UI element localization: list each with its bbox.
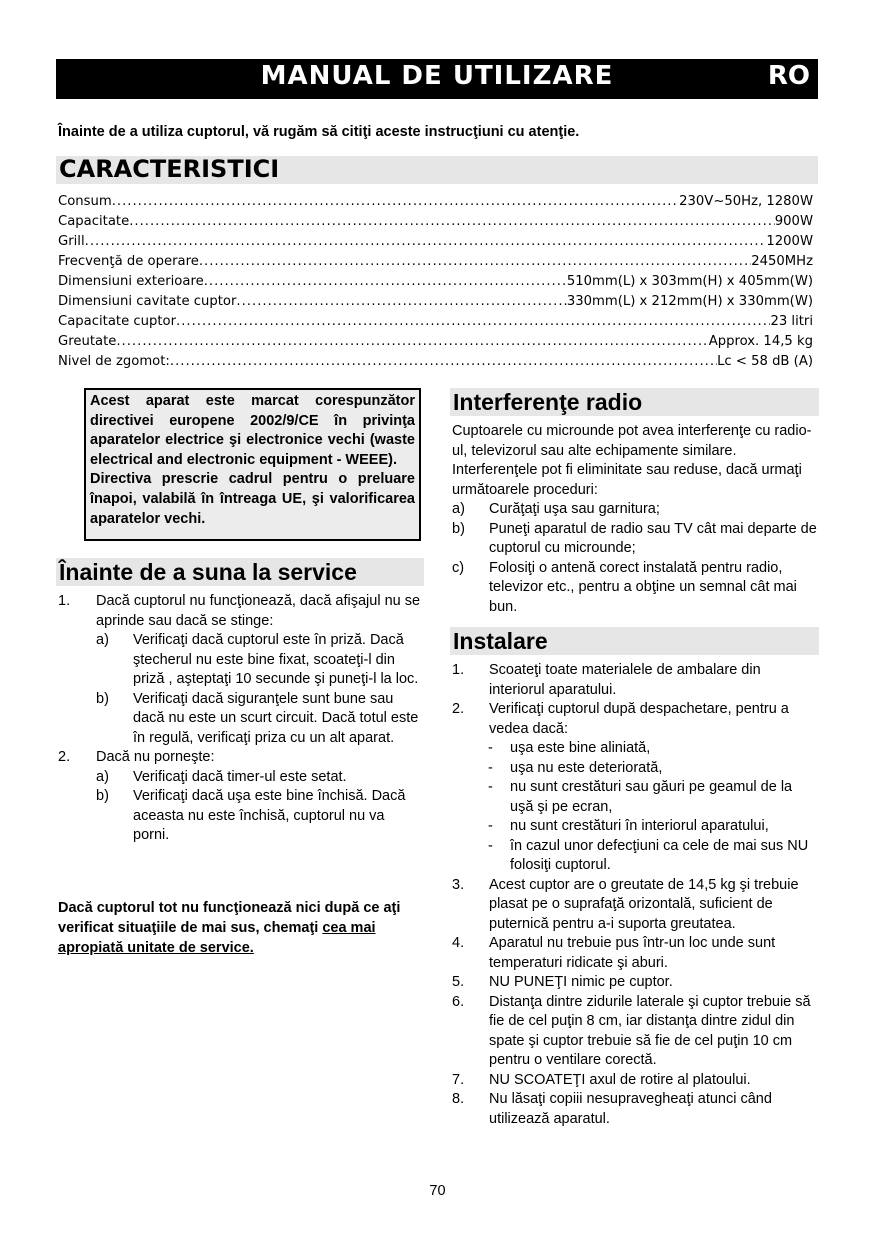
list-text: Puneţi aparatul de radio sau TV cât mai departe de cuptorul cu microunde; (489, 520, 817, 556)
list-text: Acest cuptor are o greutate de 14,5 kg şi trebuie plasat pe o suprafaţă orizontală, suficient de puternică pentru a-i suporta greutatea. (489, 876, 799, 932)
spec-label: Nivel de zgomot: (58, 354, 170, 369)
install-list (452, 661, 818, 1129)
spec-list (58, 192, 813, 372)
list-item (452, 520, 818, 559)
language-code: RO (767, 61, 810, 91)
radio-heading-bar (450, 388, 819, 416)
sub-item (488, 837, 818, 876)
sub-marker: b) (96, 690, 109, 707)
sub-text: nu sunt crestături sau găuri pe geamul de la uşă şi pe ecran, (510, 779, 793, 815)
sub-marker: a) (96, 632, 109, 648)
sub-item (96, 631, 422, 690)
list-text: NU PUNEŢI nimic pe cuptor. (489, 974, 673, 990)
list-item (452, 1071, 818, 1091)
list-item (58, 592, 422, 748)
list-number: 8. (452, 1091, 465, 1107)
leader-dots (85, 232, 767, 252)
sub-marker: - (488, 837, 493, 854)
service-heading: Înainte de a suna la service (59, 559, 357, 585)
spec-value: 510mm(L) x 303mm(H) x 405mm(W) (566, 274, 813, 289)
sub-item (488, 817, 818, 837)
spec-label: Consum (58, 194, 112, 209)
list-number: 7. (452, 1071, 465, 1088)
closing-underlined-text: cea mai apropiată unitate de service. (58, 920, 376, 956)
service-closing-note (58, 898, 418, 958)
list-item (452, 559, 818, 618)
list-text: Curăţaţi uşa sau garnitura; (489, 501, 660, 517)
leader-dots (236, 292, 566, 312)
sub-item (96, 690, 422, 749)
sub-marker: b) (96, 788, 109, 804)
list-item (452, 661, 818, 700)
spec-value: 1200W (766, 234, 813, 249)
list-number: 2. (452, 701, 465, 717)
list-text: Folosiţi o antenă corect instalată pentru radio, televizor etc., pentru a obţine un semnal cât mai bun. (489, 559, 797, 615)
sub-text: Verificaţi dacă timer-ul este setat. (133, 768, 347, 785)
list-number: 3. (452, 876, 465, 893)
sub-marker: - (488, 779, 493, 795)
leader-dots (116, 332, 708, 352)
list-item (452, 500, 818, 520)
list-text: Dacă cuptorul nu funcţionează, dacă afişajul nu se aprinde sau dacă se stinge: (96, 593, 421, 629)
sub-marker: - (488, 740, 493, 756)
service-list (58, 592, 422, 846)
sub-text: nu sunt crestături în interiorul aparatului, (510, 818, 769, 834)
leader-dots (204, 272, 567, 292)
spec-label: Capacitate cuptor (58, 314, 177, 329)
list-marker: c) (452, 559, 465, 576)
list-item (452, 973, 818, 993)
list-text: Distanţa dintre zidurile laterale şi cuptor trebuie să fie de cel puţin 8 cm, iar distanţa dintre zidul din spate şi cuptor trebuie să fie de cel puţin 10 cm pentru o ventilare corectă. (489, 993, 811, 1068)
spec-row (58, 212, 813, 232)
sub-text: Verificaţi dacă siguranţele sunt bune sau dacă nu este un scurt circuit. Dacă totul este în regulă, verificaţi priza cu un alt aparat. (133, 690, 419, 746)
weee-notice-box (84, 388, 421, 541)
list-item (452, 700, 818, 876)
closing-text: Dacă cuptorul tot nu funcţionează nici după ce aţi verificat situaţiile de mai sus, chemaţi (58, 900, 401, 936)
list-item (452, 934, 818, 973)
page-number: 70 (429, 1183, 446, 1199)
intro-text: Înainte de a utiliza cuptorul, vă rugăm să citiţi aceste instrucţiuni cu atenţie. (58, 124, 580, 140)
radio-intro: Cuptoarele cu microunde pot avea interferenţe cu radio-ul, televizorul sau alte echipamente similare. Interferenţele pot fi eliminitate sau reduse, dacă urmaţi următoarele proceduri: (452, 423, 812, 498)
sub-text: Verificaţi dacă uşa este bine închisă. Dacă aceasta nu este închisă, cuptorul nu va porni. (133, 788, 406, 843)
leader-dots (112, 192, 679, 212)
characteristics-heading-bar (56, 156, 818, 184)
sub-item (488, 759, 818, 779)
list-item (452, 993, 818, 1071)
leader-dots (199, 252, 751, 272)
spec-value: 330mm(L) x 212mm(H) x 330mm(W) (566, 294, 813, 309)
list-text: Scoateţi toate materialele de ambalare din interiorul aparatului. (489, 662, 761, 698)
sub-marker: a) (96, 768, 109, 785)
list-number: 4. (452, 935, 465, 951)
list-marker: b) (452, 520, 465, 537)
spec-label: Greutate (58, 334, 117, 349)
spec-label: Frecvenţă de operare (58, 254, 199, 269)
list-number: 2. (58, 749, 71, 765)
install-heading-bar (450, 627, 819, 655)
list-text: Aparatul nu trebuie pus într-un loc unde sunt temperaturi ridicate şi aburi. (489, 935, 776, 971)
sub-text: Verificaţi dacă cuptorul este în priză. Dacă ştecherul nu este bine fixat, scoateţi-l din priză , aşteptaţi 10 secunde şi puneţi-l la loc. (133, 632, 419, 687)
spec-value: Approx. 14,5 kg (708, 334, 813, 349)
list-text: NU SCOATEŢI axul de rotire al platoului. (489, 1071, 751, 1088)
spec-label: Dimensiuni cavitate cuptor (58, 294, 237, 309)
leader-dots (176, 312, 770, 332)
install-heading: Instalare (453, 628, 548, 654)
sub-text: în cazul unor defecţiuni ca cele de mai sus NU folosiţi cuptorul. (510, 837, 809, 873)
sub-marker: - (488, 818, 493, 834)
sub-text: uşa nu este deteriorată, (510, 759, 663, 776)
spec-row (58, 312, 813, 332)
spec-row (58, 292, 813, 312)
list-marker: a) (452, 501, 465, 517)
sub-item (96, 768, 422, 788)
spec-row (58, 352, 813, 372)
page-title: MANUAL DE UTILIZARE (260, 61, 614, 91)
spec-row (58, 252, 813, 272)
header-bar (56, 59, 818, 99)
leader-dots (170, 352, 717, 372)
sub-item (488, 739, 818, 759)
spec-value: 230V~50Hz, 1280W (679, 194, 813, 209)
spec-label: Capacitate (58, 214, 130, 229)
spec-value: 23 litri (770, 314, 813, 329)
spec-row (58, 272, 813, 292)
weee-paragraph: Directiva prescrie cadrul pentru o preluare înapoi, valabilă în întreaga UE, şi valorificarea aparatelor vechi. (90, 471, 415, 527)
service-heading-bar (56, 558, 424, 586)
sub-item (488, 778, 818, 817)
list-item (58, 748, 422, 846)
list-number: 5. (452, 974, 465, 990)
radio-heading: Interferenţe radio (453, 389, 643, 415)
characteristics-heading: CARACTERISTICI (59, 155, 280, 183)
spec-label: Dimensiuni exterioare (58, 274, 204, 289)
sub-marker: - (488, 759, 493, 776)
list-number: 1. (452, 662, 465, 678)
list-number: 1. (58, 593, 71, 609)
spec-row (58, 332, 813, 352)
weee-paragraph: Acest aparat este marcat corespunzător directivei europene 2002/9/CE în privinţa aparatelor electrice şi electronice vechi (waste electrical and electronic equipment - WEEE). (90, 393, 415, 468)
radio-section (452, 422, 818, 617)
leader-dots (129, 212, 775, 232)
list-text: Dacă nu porneşte: (96, 749, 215, 765)
sub-text: uşa este bine aliniată, (510, 740, 651, 756)
list-item (452, 1090, 818, 1129)
spec-value: 2450MHz (751, 254, 813, 269)
list-text: Verificaţi cuptorul după despachetare, pentru a vedea dacă: (489, 701, 789, 737)
list-text: Nu lăsaţi copiii nesupravegheaţi atunci când utilizează aparatul. (489, 1091, 772, 1127)
spec-row (58, 232, 813, 252)
spec-value: Lc < 58 dB (A) (717, 354, 813, 369)
spec-label: Grill (58, 234, 85, 249)
list-item (452, 876, 818, 935)
spec-value: 900W (774, 214, 813, 229)
list-number: 6. (452, 993, 465, 1010)
spec-row (58, 192, 813, 212)
sub-item (96, 787, 422, 846)
